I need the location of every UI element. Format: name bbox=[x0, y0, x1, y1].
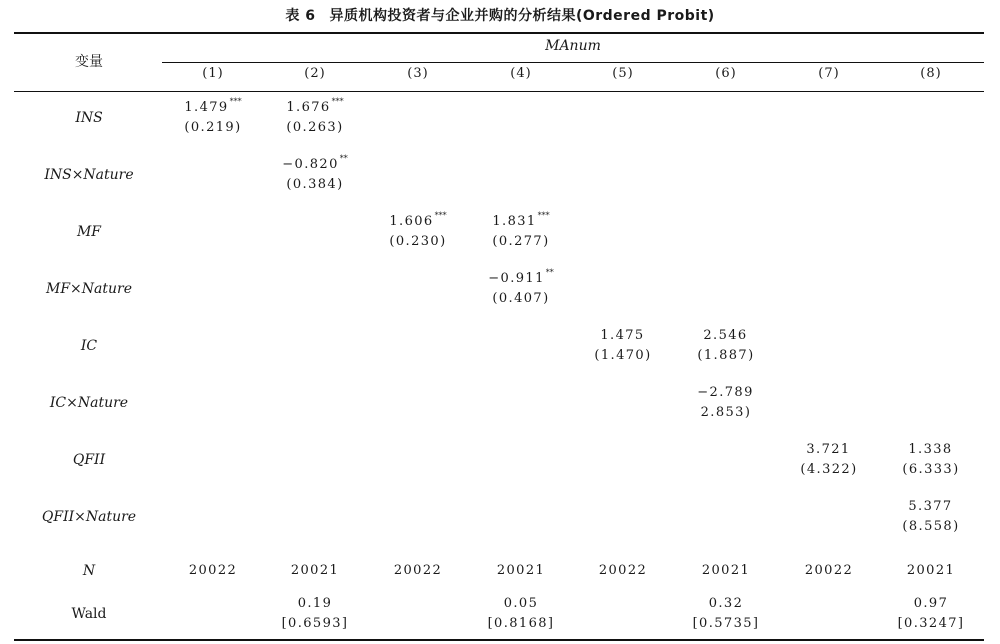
coefficient-cell bbox=[264, 155, 366, 195]
coefficient-value: 1.475 bbox=[600, 328, 645, 343]
header-rule bbox=[14, 91, 984, 92]
table-caption bbox=[0, 5, 1000, 25]
coefficient-value: −2.789 bbox=[697, 385, 754, 400]
standard-error: (1.470) bbox=[594, 348, 652, 363]
standard-error: (0.384) bbox=[286, 177, 344, 192]
row-label: MF bbox=[76, 224, 102, 240]
table-title: 异质机构投资者与企业并购的分析结果(Ordered Probit) bbox=[329, 8, 715, 24]
wald-statistic: 0.97 bbox=[913, 596, 949, 611]
standard-error: 2.853) bbox=[700, 405, 752, 420]
wald-cell bbox=[470, 594, 572, 634]
standard-error: (6.333) bbox=[902, 462, 960, 477]
standard-error: (0.230) bbox=[389, 234, 447, 249]
coefficient-cell bbox=[162, 98, 264, 138]
coefficient-cell bbox=[572, 326, 674, 366]
column-header: (4) bbox=[510, 66, 532, 81]
wald-statistic: 0.05 bbox=[503, 596, 539, 611]
coefficient-value: 1.338 bbox=[908, 442, 953, 457]
significance-stars: *** bbox=[331, 96, 344, 106]
coefficient-cell bbox=[675, 326, 777, 366]
coefficient-cell bbox=[470, 269, 572, 309]
column-header: (8) bbox=[920, 66, 942, 81]
column-header: (5) bbox=[612, 66, 634, 81]
column-header: (1) bbox=[202, 66, 224, 81]
standard-error: (4.322) bbox=[800, 462, 858, 477]
standard-error: (0.407) bbox=[492, 291, 550, 306]
significance-stars: ** bbox=[339, 153, 348, 163]
observations-cell: 20022 bbox=[804, 563, 854, 578]
column-header: (3) bbox=[407, 66, 429, 81]
wald-p-value: [0.3247] bbox=[897, 616, 965, 631]
standard-error: (1.887) bbox=[697, 348, 755, 363]
observations-cell: 20021 bbox=[290, 563, 340, 578]
row-label: N bbox=[82, 563, 96, 579]
coefficient-cell bbox=[367, 212, 469, 252]
significance-stars: *** bbox=[229, 96, 242, 106]
coefficient-value: −0.911 bbox=[488, 271, 545, 286]
coefficient-cell bbox=[264, 98, 366, 138]
coefficient-cell bbox=[880, 497, 982, 537]
coefficient-value: 3.721 bbox=[806, 442, 851, 457]
observations-cell: 20022 bbox=[393, 563, 443, 578]
bottom-rule bbox=[14, 639, 984, 641]
wald-cell bbox=[264, 594, 366, 634]
significance-stars: *** bbox=[434, 210, 447, 220]
coefficient-value: 1.676 bbox=[286, 100, 331, 115]
coefficient-value: 1.606 bbox=[389, 214, 434, 229]
coefficient-cell bbox=[778, 440, 880, 480]
wald-p-value: [0.8168] bbox=[487, 616, 555, 631]
wald-statistic: 0.32 bbox=[708, 596, 744, 611]
wald-statistic: 0.19 bbox=[297, 596, 333, 611]
coefficient-value: 1.831 bbox=[492, 214, 537, 229]
standard-error: (0.263) bbox=[286, 120, 344, 135]
observations-cell: 20021 bbox=[701, 563, 751, 578]
row-label: Wald bbox=[71, 606, 107, 622]
standard-error: (0.219) bbox=[184, 120, 242, 135]
span-underline bbox=[162, 62, 984, 63]
coefficient-cell bbox=[470, 212, 572, 252]
row-label: INS bbox=[75, 110, 103, 126]
coefficient-cell bbox=[880, 440, 982, 480]
row-label: INS×Nature bbox=[44, 167, 134, 183]
row-label: QFII×Nature bbox=[41, 509, 137, 525]
coefficient-value: 1.479 bbox=[184, 100, 229, 115]
standard-error: (0.277) bbox=[492, 234, 550, 249]
coefficient-value: 2.546 bbox=[703, 328, 748, 343]
coefficient-value: −0.820 bbox=[282, 157, 339, 172]
observations-cell: 20022 bbox=[188, 563, 238, 578]
coefficient-cell bbox=[675, 383, 777, 423]
column-header: (7) bbox=[818, 66, 840, 81]
observations-cell: 20022 bbox=[598, 563, 648, 578]
significance-stars: *** bbox=[537, 210, 550, 220]
wald-cell bbox=[675, 594, 777, 634]
wald-p-value: [0.5735] bbox=[692, 616, 760, 631]
row-label: QFII bbox=[72, 452, 106, 468]
wald-cell bbox=[880, 594, 982, 634]
row-label: IC×Nature bbox=[49, 395, 129, 411]
observations-cell: 20021 bbox=[906, 563, 956, 578]
observations-cell: 20021 bbox=[496, 563, 546, 578]
coefficient-value: 5.377 bbox=[908, 499, 953, 514]
top-rule bbox=[14, 32, 984, 34]
variable-header: 变量 bbox=[75, 54, 103, 70]
row-label: MF×Nature bbox=[46, 281, 132, 297]
significance-stars: ** bbox=[545, 267, 554, 277]
row-label: IC bbox=[80, 338, 98, 354]
column-header: (6) bbox=[715, 66, 737, 81]
table-number: 表 6 bbox=[285, 8, 316, 24]
column-header: (2) bbox=[304, 66, 326, 81]
wald-p-value: [0.6593] bbox=[281, 616, 349, 631]
standard-error: (8.558) bbox=[902, 519, 960, 534]
dependent-variable-header: MAnum bbox=[545, 38, 601, 54]
